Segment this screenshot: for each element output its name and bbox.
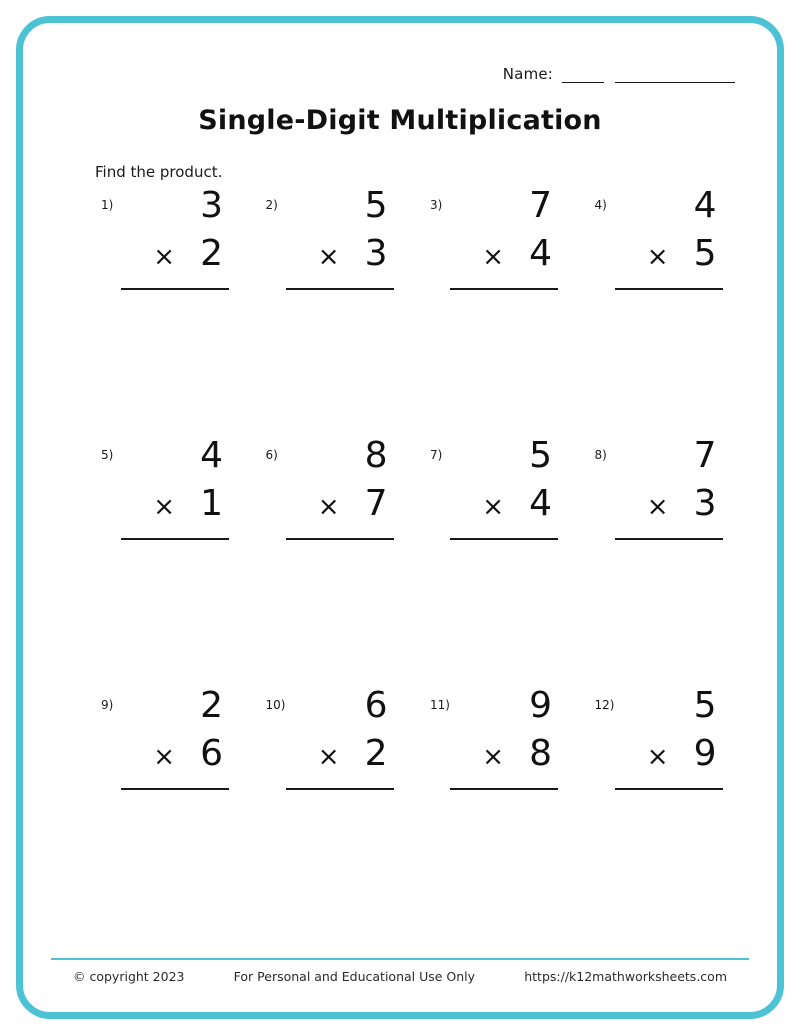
problem-top-row xyxy=(615,435,723,486)
problem-stack xyxy=(615,435,723,540)
footer-divider xyxy=(51,958,749,960)
problem-item xyxy=(408,685,573,938)
problem-bottom-row xyxy=(450,733,558,784)
problem-item xyxy=(573,435,738,688)
problem-top-row xyxy=(615,185,723,236)
multiplication-sign-icon: × xyxy=(646,742,669,772)
problem-bottom-row xyxy=(286,733,394,784)
answer-rule xyxy=(615,788,723,790)
footer-usage-note: For Personal and Educational Use Only xyxy=(233,969,476,984)
operand-top: 5 xyxy=(364,185,388,226)
answer-rule xyxy=(450,538,558,540)
operand-top: 7 xyxy=(529,185,552,226)
problem-stack xyxy=(286,185,394,290)
problem-bottom-row xyxy=(286,483,394,534)
problem-top-row xyxy=(286,185,394,236)
operand-bottom: 4 xyxy=(529,483,552,524)
problem-number: 2) xyxy=(265,198,278,212)
multiplication-sign-icon: × xyxy=(482,492,504,522)
answer-rule xyxy=(121,538,229,540)
operand-top: 8 xyxy=(364,435,388,476)
problem-item xyxy=(244,185,409,438)
problem-number: 5) xyxy=(101,448,114,462)
problem-number: 7) xyxy=(430,448,443,462)
problem-bottom-row xyxy=(615,233,723,284)
operand-bottom: 7 xyxy=(364,483,388,524)
problem-top-row xyxy=(450,685,558,736)
problem-stack xyxy=(615,685,723,790)
problem-bottom-row xyxy=(615,733,723,784)
problem-number: 6) xyxy=(265,448,278,462)
problem-bottom-row xyxy=(450,483,558,534)
name-label: Name: xyxy=(502,65,554,83)
problem-number: 3) xyxy=(430,198,443,212)
worksheet-border xyxy=(16,16,784,1019)
problem-top-row xyxy=(121,685,229,736)
operand-bottom: 8 xyxy=(529,733,552,774)
problem-bottom-row xyxy=(121,733,229,784)
operand-bottom: 5 xyxy=(693,233,717,274)
multiplication-sign-icon: × xyxy=(153,742,175,772)
multiplication-sign-icon: × xyxy=(153,492,175,522)
problem-stack xyxy=(450,185,558,290)
problem-top-row xyxy=(615,685,723,736)
problem-number: 10) xyxy=(265,698,286,712)
answer-rule xyxy=(121,788,229,790)
name-field[interactable] xyxy=(503,65,735,83)
footer-website-link[interactable]: https://k12mathworksheets.com xyxy=(524,969,727,984)
problem-bottom-row xyxy=(450,233,558,284)
footer-row xyxy=(51,969,749,984)
problem-bottom-row xyxy=(121,483,229,534)
problem-top-row xyxy=(121,185,229,236)
problem-item xyxy=(244,685,409,938)
problem-stack xyxy=(286,685,394,790)
operand-bottom: 3 xyxy=(693,483,717,524)
problem-item xyxy=(573,685,738,938)
answer-rule xyxy=(615,288,723,290)
problem-bottom-row xyxy=(615,483,723,534)
operand-bottom: 9 xyxy=(693,733,717,774)
operand-bottom: 3 xyxy=(364,233,388,274)
problem-item xyxy=(79,435,244,688)
operand-top: 4 xyxy=(693,185,717,226)
multiplication-sign-icon: × xyxy=(153,242,175,272)
problem-item xyxy=(573,185,738,438)
problem-number: 12) xyxy=(594,698,615,712)
multiplication-sign-icon: × xyxy=(317,492,340,522)
problem-number: 1) xyxy=(101,198,114,212)
problem-number: 8) xyxy=(594,448,607,462)
operand-bottom: 2 xyxy=(364,733,388,774)
operand-top: 5 xyxy=(529,435,552,476)
answer-rule xyxy=(286,288,394,290)
problem-stack xyxy=(121,185,229,290)
operand-top: 3 xyxy=(200,185,223,226)
problem-number: 11) xyxy=(430,698,450,712)
problem-stack xyxy=(615,185,723,290)
problem-stack xyxy=(121,435,229,540)
instructions-text: Find the product. xyxy=(95,163,223,181)
multiplication-sign-icon: × xyxy=(317,742,340,772)
answer-rule xyxy=(615,538,723,540)
problem-bottom-row xyxy=(121,233,229,284)
operand-top: 2 xyxy=(200,685,223,726)
name-blank-long[interactable] xyxy=(615,69,735,83)
name-blank-short[interactable] xyxy=(562,69,604,83)
problem-top-row xyxy=(286,685,394,736)
problem-item xyxy=(79,185,244,438)
operand-bottom: 6 xyxy=(200,733,223,774)
answer-rule xyxy=(121,288,229,290)
operand-top: 7 xyxy=(693,435,717,476)
answer-rule xyxy=(450,288,558,290)
operand-top: 9 xyxy=(529,685,552,726)
problem-top-row xyxy=(450,435,558,486)
footer xyxy=(51,958,749,984)
footer-copyright: © copyright 2023 xyxy=(73,969,185,984)
operand-bottom: 4 xyxy=(529,233,552,274)
operand-top: 4 xyxy=(200,435,223,476)
problem-number: 9) xyxy=(101,698,114,712)
multiplication-sign-icon: × xyxy=(646,492,669,522)
problem-item xyxy=(79,685,244,938)
answer-rule xyxy=(286,788,394,790)
operand-top: 6 xyxy=(364,685,388,726)
answer-rule xyxy=(450,788,558,790)
operand-bottom: 1 xyxy=(200,483,223,524)
problem-stack xyxy=(450,435,558,540)
problem-top-row xyxy=(286,435,394,486)
problem-top-row xyxy=(450,185,558,236)
problem-number: 4) xyxy=(594,198,607,212)
multiplication-sign-icon: × xyxy=(646,242,669,272)
problem-item xyxy=(408,185,573,438)
problem-item xyxy=(408,435,573,688)
problem-item xyxy=(244,435,409,688)
problem-grid xyxy=(79,185,737,938)
operand-top: 5 xyxy=(693,685,717,726)
page-title: Single-Digit Multiplication xyxy=(198,105,602,136)
problem-stack xyxy=(286,435,394,540)
answer-rule xyxy=(286,538,394,540)
operand-bottom: 2 xyxy=(200,233,223,274)
multiplication-sign-icon: × xyxy=(317,242,340,272)
problem-stack xyxy=(121,685,229,790)
multiplication-sign-icon: × xyxy=(482,742,504,772)
problem-top-row xyxy=(121,435,229,486)
problem-stack xyxy=(450,685,558,790)
multiplication-sign-icon: × xyxy=(482,242,504,272)
problem-bottom-row xyxy=(286,233,394,284)
